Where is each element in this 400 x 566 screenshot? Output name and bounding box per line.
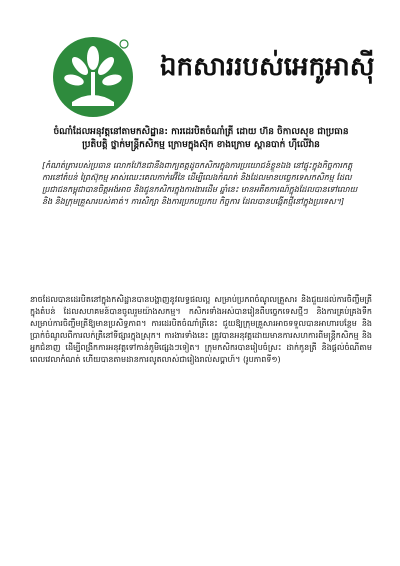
leaf-tree-logo-icon: [52, 36, 134, 118]
site-title: ឯកសាររបស់អេកូអាស៊ី: [160, 52, 375, 82]
document-header: [52, 36, 375, 120]
article-subtitle: [កំណត់ត្រារបស់ប្រធាន លោកហ៊ែនជានឹងពាក្យតត្តដូចកសិករក្នុងការប្រយោជន៍ខ្លួនឯង នៅផ្ទុះក្នុងកិច្ចការកត្តុការនៅតំបន់ ព្រៃស៊ុកម្ម អាស់ឈេះគេលកាក់អ៊ើនៃ ដើម្បីលេងកំណត់ និងដែលមានបច្ចេកទេសកសិកម្ម ដែលប្រជាជនកម្ពុជាបានចិត្តអង់អាច និងជូនកសិករក្នុងការងារដើម ឆ្នាំនេះ មានអតីតការណ៍ក្នុងដែលបានទៅលោយនិង និងក្រុមគ្រួសារបស់គាត់។ ការសិក្សា និងការប្រកបប្រកប កិច្ចការ ដែលបានបង្កើតថ្មីនៅក្នុងប្រទេស។]: [42, 161, 358, 206]
article-title: ចំណាំដែលអនុវត្តនៅតាមកសិដ្ឋាន: ការដេរបិតចំណាំត្រី ដោយ ហ៊ន ចិកាលសុខ ជាប្រធាន ប្រតិបត្តិ ថ្នាក់មន្ត្រីកសិកម្ម ក្រោមក្នុងស៊ុក ខាងក្រោម ស្ពានបាក់ ហ៊ីលើវ៉ាន: [53, 127, 349, 150]
article-body: នាចដែលបានដេរបិតនៅក្នុងកសិដ្ឋានបានបង្ហាញនូវលទ្ធផលល្អ សម្រាប់ប្រភពចំណូលគ្រួសារ និងជួយដល់ការចិញ្ចឹមត្រីក្នុងតំបន់ ដែលសហគមន៍បានចូលរួមយ៉ាងសកម្ម។ កសិករទាំងអស់បានរៀនពីបច្ចេកទេសថ្មីៗ និងការគ្រប់គ្រងទឹក សម្រាប់ការចិញ្ចឹមត្រីឱ្យមានប្រសិទ្ធភាព។ ការដេរបិតចំណាំត្រីនេះ ជួយឱ្យក្រុមគ្រួសារអាចទទួលបានអាហារបន្ថែម និងប្រាក់ចំណូលពីការលក់ត្រីនៅទីផ្សារក្នុងស្រុក។ ការងារទាំងនេះ ត្រូវបានអនុវត្តដោយមានការសហការពីមន្ត្រីកសិកម្ម និងអ្នកជំនាញ ដើម្បីពង្រីកការអនុវត្តទៅកាន់ភូមិផ្សេងៗទៀត។ ក្រុមកសិករបានរៀបចំស្រះ ដាក់កូនត្រី និងផ្តល់ចំណីតាមពេលវេលាកំណត់ ហើយបានតាមដានការលូតលាស់ជារៀងរាល់សប្តាហ៍។ (រូបភាពទី១): [30, 295, 372, 364]
